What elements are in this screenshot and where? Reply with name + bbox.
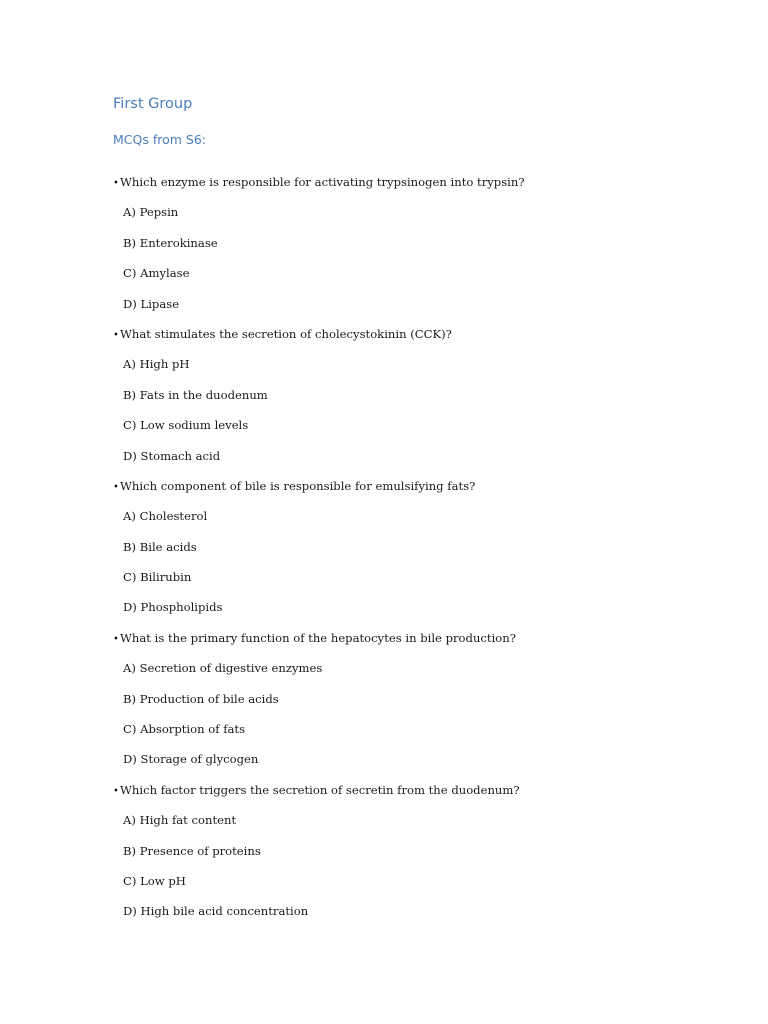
bullet-icon: • xyxy=(113,178,119,189)
answer-option: D) Stomach acid xyxy=(123,448,221,463)
document-page xyxy=(113,92,733,927)
answer-option: A) Secretion of digestive enzymes xyxy=(123,661,323,676)
answer-option: B) Presence of proteins xyxy=(123,843,261,858)
answer-option: B) Bile acids xyxy=(123,539,197,554)
question-item xyxy=(113,775,733,805)
answer-option: C) Bilirubin xyxy=(123,570,192,585)
answer-option: C) Absorption of fats xyxy=(123,722,246,737)
question-item xyxy=(113,319,733,349)
answer-option: D) Lipase xyxy=(123,296,180,311)
answer-option: C) Low pH xyxy=(123,873,186,888)
answer-option: C) Amylase xyxy=(123,266,190,281)
question-list xyxy=(113,167,733,927)
answer-option: D) Storage of glycogen xyxy=(123,752,259,767)
answer-option: A) Pepsin xyxy=(123,205,179,220)
bullet-icon: • xyxy=(113,785,119,797)
answer-option: A) High pH xyxy=(123,357,190,372)
question-text: Which component of bile is responsible for emulsifying fats? xyxy=(120,478,476,493)
answer-option: B) Fats in the duodenum xyxy=(123,387,268,402)
question-item xyxy=(113,471,733,501)
answer-option: B) Enterokinase xyxy=(123,235,218,250)
answer-option: A) High fat content xyxy=(123,813,237,828)
question-text: What stimulates the secretion of cholecystokinin (CCK)? xyxy=(120,326,452,341)
question-text: Which enzyme is responsible for activating trypsinogen into trypsin? xyxy=(120,175,525,189)
bullet-icon: • xyxy=(113,633,119,645)
bullet-icon: • xyxy=(113,481,119,493)
answer-option: D) High bile acid concentration xyxy=(123,904,309,919)
answer-option: C) Low sodium levels xyxy=(123,418,249,433)
question-item xyxy=(113,623,733,653)
answer-option: A) Cholesterol xyxy=(123,509,208,524)
question-text: Which factor triggers the secretion of secretin from the duodenum? xyxy=(120,782,520,797)
document-title: First Group xyxy=(113,96,193,112)
bullet-icon: • xyxy=(113,329,119,341)
answer-option: D) Phospholipids xyxy=(123,600,223,615)
document-subtitle: MCQs from S6: xyxy=(113,132,206,147)
question-text: What is the primary function of the hepatocytes in bile production? xyxy=(120,630,516,645)
answer-option: B) Production of bile acids xyxy=(123,691,279,706)
question-item xyxy=(113,167,733,197)
